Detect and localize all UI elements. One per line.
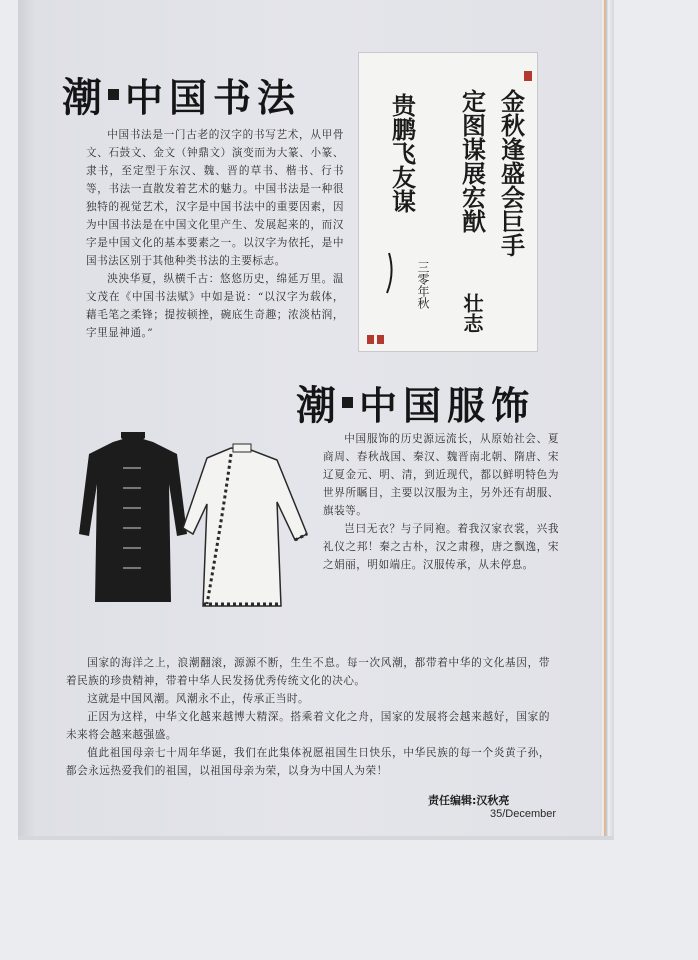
calligraphy-column: 三零年秋 [416,261,430,309]
seal-stamp-icon [367,335,374,344]
page-shadow [18,836,614,840]
heading-prefix: 潮 [296,382,336,429]
white-jacket [183,444,307,606]
square-bullet-icon [108,89,119,100]
responsible-editor: 责任编辑:汉秋亮 [428,794,510,807]
paragraph: 岂曰无衣？与子同袍。着我汉家衣裳，兴我礼仪之邦！秦之古朴，汉之肃穆，唐之飘逸，宋之娟丽，明如端庄。汉服传承，从未停息。 [323,523,559,571]
brush-stroke [387,253,392,293]
page-number: 35/December [490,808,557,820]
paragraph: 正因为这样，中华文化越来越博大精深。搭乘着文化之舟，国家的发展将会越来越好，国家的未来将会越来越强盛。 [66,711,550,741]
calligraphy-artwork [358,52,538,352]
traditional-jackets-illustration [55,424,321,624]
paragraph: 这就是中国风潮。风潮永不止，传承正当时。 [87,693,310,705]
heading-title: 中国服饰 [359,383,536,428]
square-bullet-icon [342,397,353,408]
page-edge [600,0,614,836]
paragraph: 值此祖国母亲七十周年华诞，我们在此集体祝愿祖国生日快乐，中华民族的每一个炎黄子孙，都会永远热爱我们的祖国，以祖国母亲为荣，以身为中国人为荣！ [66,747,550,777]
seal-stamp-icon [377,335,384,344]
calligraphy-article [86,126,344,342]
paragraph: 中国服饰的历史源远流长，从原始社会、夏商周、春秋战国、秦汉、魏晋南北朝、隋唐、宋辽夏金元、明、清，到近现代，都以鲜明特色为世界所瞩目，主要以汉服为主，另外还有胡服、旗装等。 [323,433,559,517]
paragraph: 中国书法是一门古老的汉字的书写艺术，从甲骨文、石鼓文、金文（钟鼎文）演变而为大篆、小篆、隶书，至定型于东汉、魏、晋的草书、楷书、行书等，书法一直散发着艺术的魅力。中国书法是一种很独特的视觉艺术，汉字是中国书法中的重要因素，因为中国书法是在中国文化里产生、发展起来的，而汉字是中国文化的基本要素之一。以汉字为依托，是中国书法区别于其他种类书法的主要标志。 [86,129,344,267]
calligraphy-column: 壮志 [460,293,484,333]
heading-title: 中国书法 [125,75,302,120]
clothing-article [323,430,559,574]
heading-prefix: 潮 [62,74,102,121]
black-jacket [79,432,187,602]
paragraph: 泱泱华夏，纵横千古：悠悠历史，绵延万里。温文茂在《中国书法赋》中如是说：“以汉字为载体，藉毛笔之柔锋；提按顿挫，碗底生奇趣；浓淡枯润，字里显神通。” [86,273,344,339]
closing-article [66,654,550,780]
paragraph: 国家的海洋之上，浪潮翻滚，源源不断，生生不息。每一次风潮，都带着中华的文化基因，带着民族的珍贵精神，带着中华人民发扬优秀传统文化的决心。 [66,657,550,687]
calligraphy-column: 定图谋展宏猷 [457,89,487,233]
section-heading-calligraphy [62,66,301,123]
calligraphy-column: 金秋逢盛会巨手 [496,89,526,257]
calligraphy-column: 贵鹏飞友谋 [387,93,417,213]
seal-stamp-icon [524,71,532,81]
section-heading-clothing [296,374,535,431]
